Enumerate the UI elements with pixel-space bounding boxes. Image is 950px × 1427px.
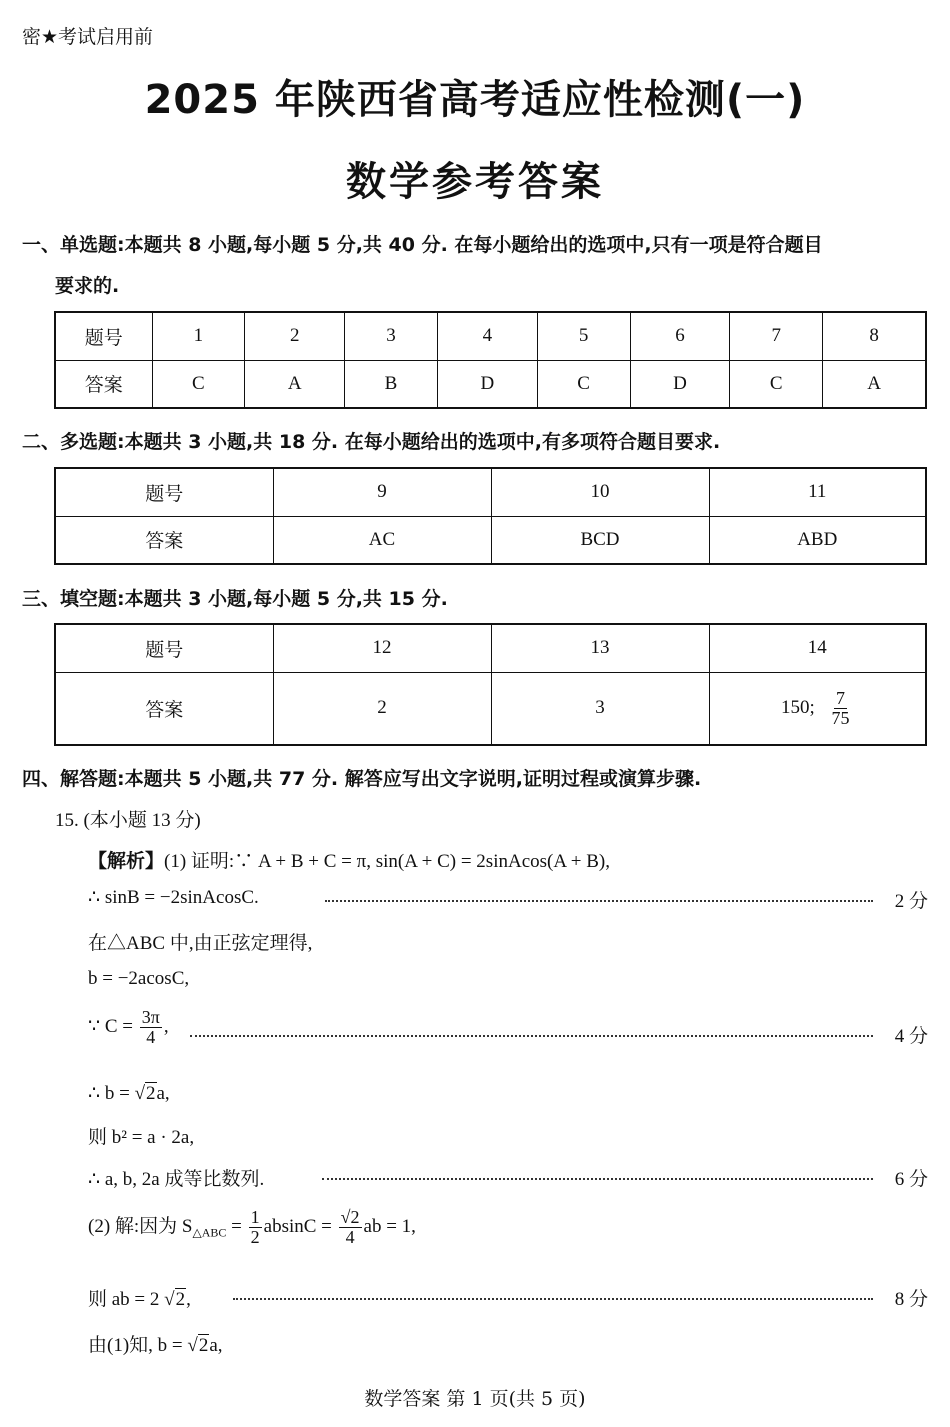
row-label: 题号 [55, 624, 273, 672]
section1-heading: 一、单选题:本题共 8 小题,每小题 5 分,共 40 分. 在每小题给出的选项中,只有一项是符合题目 [22, 234, 823, 256]
fraction-numerator: 7 [836, 687, 846, 708]
table-row [55, 516, 926, 564]
table-cell: D [437, 360, 537, 408]
section2-heading: 二、多选题:本题共 3 小题,共 18 分. 在每小题给出的选项中,有多项符合题目要求. [22, 431, 721, 453]
sqrt: √2 [164, 1289, 186, 1310]
table-cell: A [823, 360, 926, 408]
table-cell: 13 [491, 624, 709, 672]
dot-leader [325, 900, 873, 902]
secret-mark: 密★考试启用前 [22, 26, 154, 48]
fraction [249, 1208, 262, 1247]
table-row [55, 360, 926, 408]
row-label: 答案 [55, 360, 152, 408]
table-cell: 11 [709, 468, 926, 516]
subscript: △ABC [192, 1225, 227, 1240]
table-cell: C [152, 360, 245, 408]
score-2: 2 分 [894, 891, 928, 912]
line-text: absinC = [263, 1215, 332, 1237]
table-cell: D [630, 360, 730, 408]
fraction-numerator: √2 [340, 1207, 360, 1227]
q15-line-6 [88, 1082, 170, 1105]
table-cell: 4 [437, 312, 537, 360]
q15-line-8: ∴ a, b, 2a 成等比数列. [88, 1169, 265, 1190]
table-cell: 3 [491, 672, 709, 745]
page-footer: 数学答案 第 1 页(共 5 页) [364, 1388, 586, 1410]
line-text: 由(1)知, b = [88, 1335, 183, 1356]
page-subtitle: 数学参考答案 [346, 159, 604, 205]
table-cell: AC [273, 516, 491, 564]
line-text: = [226, 1215, 242, 1237]
answer14-fraction [830, 689, 852, 728]
line-text: (1) 证明:∵ A + B + C = π, sin(A + C) = 2sinAcos(A + B), [164, 851, 610, 872]
dot-leader [322, 1178, 873, 1180]
table-row [55, 624, 926, 672]
score-8: 8 分 [894, 1289, 928, 1310]
line-text: a, [156, 1083, 170, 1104]
q15-title: 15. (本小题 13 分) [55, 810, 201, 831]
line-text: , [163, 1015, 169, 1037]
table-cell: 8 [823, 312, 926, 360]
table-cell: 3 [345, 312, 438, 360]
row-label: 答案 [55, 516, 273, 564]
q15-line-2: ∴ sinB = −2sinAcosC. [88, 887, 259, 908]
sqrt: √2 [134, 1083, 156, 1104]
q15-line-5 [88, 1008, 169, 1047]
fraction-denominator: 2 [250, 1226, 260, 1247]
dot-leader [233, 1298, 873, 1300]
row-label: 题号 [55, 468, 273, 516]
table-cell: 7 [730, 312, 823, 360]
table-cell: 14 [709, 624, 926, 672]
fraction [339, 1208, 362, 1247]
table-cell: BCD [491, 516, 709, 564]
answer14-part1: 150; [780, 696, 815, 718]
table-cell: ABD [709, 516, 926, 564]
section1-heading-cont: 要求的. [55, 275, 120, 297]
line-text: ∵ C = [88, 1015, 133, 1037]
section2-table [54, 467, 927, 565]
row-label: 答案 [55, 672, 273, 745]
table-cell: C [537, 360, 630, 408]
q15-line-1 [88, 846, 610, 873]
q15-line-4: b = −2acosC, [88, 968, 190, 989]
row-label: 题号 [55, 312, 152, 360]
table-cell: 10 [491, 468, 709, 516]
table-cell: 6 [630, 312, 730, 360]
table-cell: A [245, 360, 345, 408]
section4-heading: 四、解答题:本题共 5 小题,共 77 分. 解答应写出文字说明,证明过程或演算步骤. [22, 768, 702, 790]
radicand: 2 [175, 1289, 186, 1310]
sqrt: √2 [187, 1335, 209, 1356]
radicand: 2 [198, 1335, 209, 1356]
section1-table [54, 311, 927, 409]
q15-line-10 [88, 1284, 191, 1311]
line-text: ∴ b = [88, 1083, 130, 1104]
analysis-tag: 【解析】 [88, 850, 165, 872]
table-cell: 9 [273, 468, 491, 516]
fraction-numerator: 3π [141, 1007, 160, 1027]
q15-line-11 [88, 1330, 223, 1357]
table-cell: B [345, 360, 438, 408]
table-cell: 12 [273, 624, 491, 672]
line-text: , [186, 1289, 191, 1310]
section3-heading: 三、填空题:本题共 3 小题,每小题 5 分,共 15 分. [22, 588, 448, 610]
section3-table [54, 623, 927, 746]
table-cell: 1 [152, 312, 245, 360]
table-cell: 2 [273, 672, 491, 745]
line-text: (2) 解:因为 S [88, 1215, 193, 1237]
table-row [55, 672, 926, 745]
line-text: ab = 1, [363, 1215, 416, 1237]
table-row [55, 468, 926, 516]
line-text: a, [209, 1335, 223, 1356]
table-cell: C [730, 360, 823, 408]
table-cell: 2 [245, 312, 345, 360]
score-4: 4 分 [894, 1026, 928, 1047]
dot-leader [190, 1035, 873, 1037]
line-text: 则 ab = 2 [88, 1289, 160, 1310]
radicand: 2 [146, 1083, 156, 1104]
page-title: 2025 年陕西省高考适应性检测(一) [144, 77, 806, 123]
q15-line-9 [88, 1208, 416, 1247]
score-6: 6 分 [894, 1169, 928, 1190]
fraction-denominator: 75 [831, 707, 850, 728]
table-cell: 5 [537, 312, 630, 360]
fraction [140, 1008, 162, 1047]
table-cell [709, 672, 926, 745]
table-row [55, 312, 926, 360]
fraction-numerator: 1 [250, 1207, 260, 1227]
fraction-denominator: 4 [345, 1226, 355, 1247]
fraction-denominator: 4 [146, 1026, 156, 1047]
q15-line-7: 则 b² = a · 2a, [88, 1127, 195, 1148]
q15-line-3: 在△ABC 中,由正弦定理得, [88, 933, 313, 954]
